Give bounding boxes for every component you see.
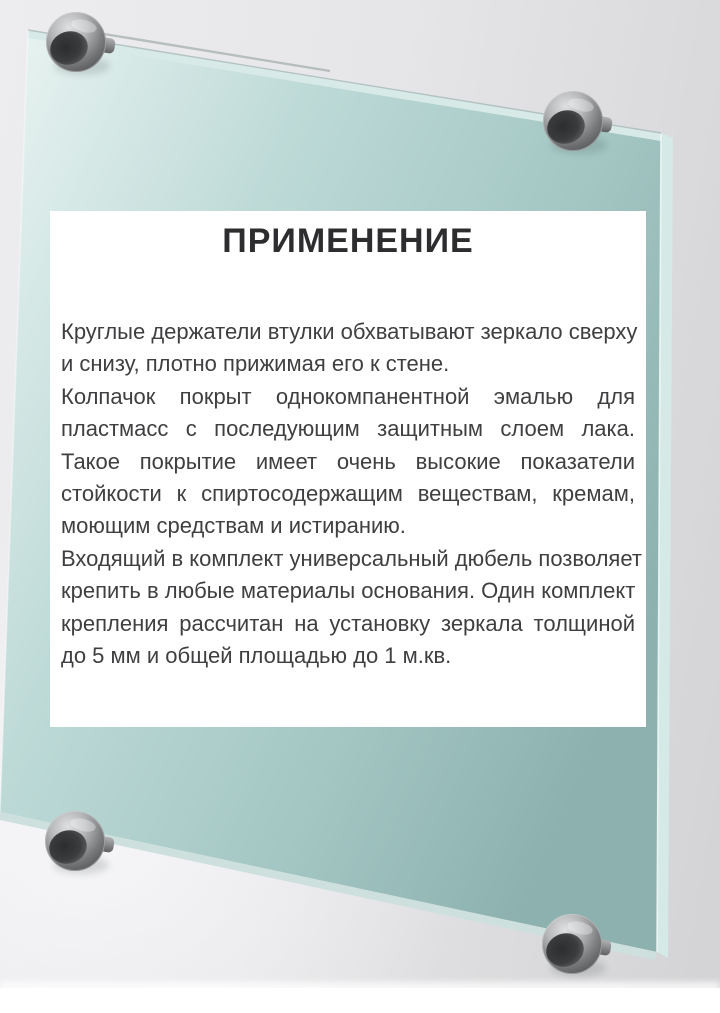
body-line: крепления рассчитан на установку зеркала толщиной [61, 610, 635, 636]
body-line: Такое покрытие имеет очень высокие показатели [61, 448, 635, 474]
body-line: до 5 мм и общей площадью до 1 м.кв. [61, 643, 452, 669]
body-line: и снизу, плотно прижимая его к стене. [61, 351, 450, 377]
card-title: ПРИМЕНЕНИЕ [222, 222, 474, 260]
body-line: Круглые держатели втулки обхватывают зеркало сверху [61, 319, 638, 344]
body-line: моющим средствам и истиранию. [61, 513, 406, 539]
page-bottom-band [0, 988, 720, 1013]
mirror-holder-top-right [543, 91, 613, 154]
card-body [61, 316, 642, 672]
body-line: Входящий в комплект универсальный дюбель позволяет [61, 545, 642, 571]
mirror-holder-top-left [46, 12, 116, 75]
body-line: стойкости к спиртосодержащим веществам, кремам, [61, 481, 635, 507]
body-line: Колпачок покрыт однокомпанентной эмалью для [61, 383, 635, 409]
body-line: пластмасс с последующим защитным слоем лака. [61, 416, 635, 442]
body-line: крепить в любые материалы основания. Один комплект [61, 578, 636, 604]
info-card [50, 211, 646, 727]
